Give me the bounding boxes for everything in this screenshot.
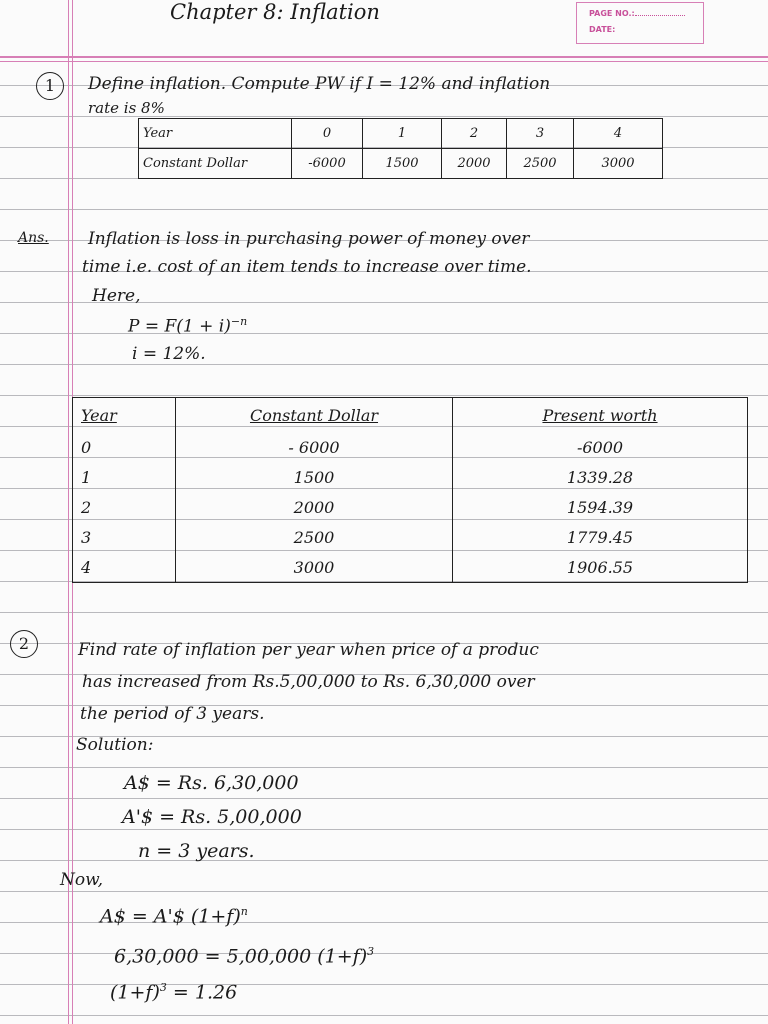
table-row	[73, 522, 748, 552]
equation-2-exponent: 3	[367, 945, 375, 958]
table-row	[73, 462, 748, 492]
now-label: Now,	[60, 870, 104, 890]
table-cell: 1	[363, 119, 442, 149]
q2-line-1: Find rate of inflation per year when price of a produc	[78, 640, 539, 660]
interest-rate: i = 12%.	[132, 344, 206, 364]
answer-here: Here,	[92, 286, 141, 306]
table-row	[139, 149, 663, 179]
column-header-year: Year	[73, 398, 176, 433]
answer-line-1: Inflation is loss in purchasing power of money over	[88, 229, 530, 249]
pw-formula-base: P = F(1 + i)	[128, 316, 231, 337]
table-row	[73, 492, 748, 522]
equation-3	[110, 982, 237, 1002]
a-dollar-value: A$ = Rs. 6,30,000	[124, 772, 299, 794]
table-cell: 2500	[507, 149, 574, 179]
column-header-constant-dollar: Constant Dollar	[176, 398, 453, 433]
table-cell: -6000	[292, 149, 363, 179]
table-cell: 0	[73, 432, 176, 462]
equation-3-exponent: 3	[159, 981, 167, 994]
table-cell: 1906.55	[453, 552, 748, 583]
table-cell: 1594.39	[453, 492, 748, 522]
table-cell: 2000	[442, 149, 507, 179]
table-cell: 3000	[574, 149, 663, 179]
q1-line-2: rate is 8%	[88, 99, 165, 117]
page-number-box	[576, 2, 704, 44]
table-cell: 1500	[176, 462, 453, 492]
table-row	[73, 552, 748, 583]
q2-line-3: the period of 3 years.	[80, 704, 265, 724]
table-cell: 2000	[176, 492, 453, 522]
date-label: DATE:	[589, 25, 616, 34]
column-header-present-worth: Present worth	[453, 398, 748, 433]
equation-3-base: (1+f)	[110, 981, 160, 1004]
table-cell: 1779.45	[453, 522, 748, 552]
table-header-row	[73, 398, 748, 433]
table-cell: 3000	[176, 552, 453, 583]
equation-3-rest: = 1.26	[166, 981, 238, 1004]
table-cell: 2	[442, 119, 507, 149]
q1-cash-flow-table	[138, 118, 663, 179]
table-cell: 1339.28	[453, 462, 748, 492]
period-n: n = 3 years.	[138, 840, 255, 862]
page-no-label: PAGE NO.:	[589, 9, 635, 18]
table-cell: 4	[73, 552, 176, 583]
chapter-title: Chapter 8: Inflation	[170, 0, 380, 24]
q2-line-2: has increased from Rs.5,00,000 to Rs. 6,30,000 over	[82, 672, 535, 692]
table-cell: - 6000	[176, 432, 453, 462]
table-row	[139, 119, 663, 149]
question-number-2: 2	[10, 630, 38, 658]
table-row	[73, 432, 748, 462]
equation-1-base: A$ = A'$ (1+f)	[100, 905, 241, 928]
table-cell: 1	[73, 462, 176, 492]
table-cell: 1500	[363, 149, 442, 179]
answer-label: Ans.	[18, 230, 49, 246]
question-number-1: 1	[36, 72, 64, 100]
table-cell: 2	[73, 492, 176, 522]
solution-label: Solution:	[76, 735, 154, 755]
pw-formula-exponent: −n	[230, 315, 248, 328]
pw-formula	[128, 316, 247, 336]
equation-2-base: 6,30,000 = 5,00,000 (1+f)	[114, 945, 368, 968]
equation-1-exponent: n	[240, 905, 248, 918]
table-cell: Year	[139, 119, 292, 149]
table-cell: 2500	[176, 522, 453, 552]
equation-2	[114, 946, 374, 966]
present-worth-table	[72, 397, 748, 583]
table-cell: 4	[574, 119, 663, 149]
table-cell: -6000	[453, 432, 748, 462]
table-cell: Constant Dollar	[139, 149, 292, 179]
table-cell: 0	[292, 119, 363, 149]
q1-line-1: Define inflation. Compute PW if I = 12% and inflation	[88, 74, 551, 94]
equation-1	[100, 906, 248, 926]
answer-line-2: time i.e. cost of an item tends to increase over time.	[82, 257, 532, 277]
table-cell: 3	[507, 119, 574, 149]
a-prime-dollar-value: A'$ = Rs. 5,00,000	[122, 806, 302, 828]
table-cell: 3	[73, 522, 176, 552]
